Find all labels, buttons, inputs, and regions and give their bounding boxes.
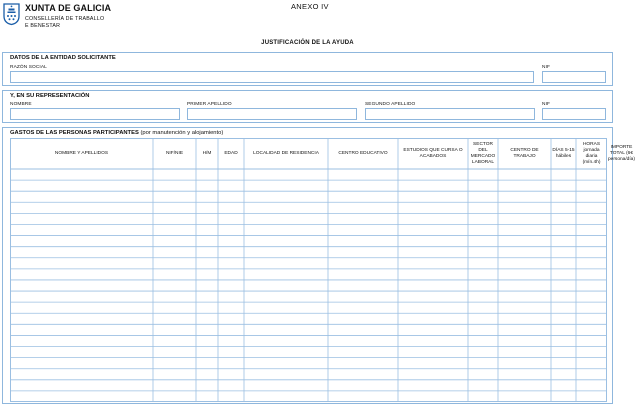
table-cell[interactable]: [469, 214, 498, 224]
table-cell[interactable]: [329, 214, 398, 224]
expenses-section-heading: [10, 130, 223, 136]
table-cell[interactable]: [469, 325, 498, 335]
table-cell[interactable]: [469, 269, 498, 279]
table-cell[interactable]: [154, 303, 196, 313]
table-cell[interactable]: [399, 303, 468, 313]
table-cell[interactable]: [329, 236, 398, 246]
table-cell[interactable]: [499, 269, 551, 279]
entity-section-heading: DATOS DE LA ENTIDAD SOLICITANTE: [10, 55, 116, 61]
table-cell[interactable]: [154, 247, 196, 257]
table-cell[interactable]: [329, 181, 398, 191]
table-cell[interactable]: [469, 292, 498, 302]
table-cell[interactable]: [552, 380, 576, 390]
table-cell[interactable]: [552, 269, 576, 279]
entity-nif-label: NIF: [542, 65, 551, 70]
table-cell[interactable]: [552, 325, 576, 335]
table-cell[interactable]: [11, 203, 153, 213]
primer-apellido-label: PRIMER APELLIDO: [187, 102, 232, 107]
table-cell[interactable]: [399, 358, 468, 368]
table-cell[interactable]: [552, 336, 576, 346]
table-cell[interactable]: [11, 347, 153, 357]
table-cell[interactable]: [11, 391, 153, 401]
table-cell[interactable]: [399, 336, 468, 346]
table-cell[interactable]: [499, 192, 551, 202]
table-column-header: HORAS jornada diaria (mín.4h): [582, 141, 601, 165]
table-cell[interactable]: [219, 369, 244, 379]
table-cell[interactable]: [499, 203, 551, 213]
table-cell[interactable]: [399, 236, 468, 246]
table-cell[interactable]: [552, 314, 576, 324]
table-cell[interactable]: [11, 292, 153, 302]
representation-section-heading: Y, EN SU REPRESENTACIÓN: [10, 93, 90, 99]
table-cell[interactable]: [577, 358, 607, 368]
table-cell[interactable]: [11, 380, 153, 390]
segundo-apellido-field[interactable]: [365, 108, 535, 120]
table-column-header: SECTOR DEL MERCADO LABORAL: [470, 141, 496, 165]
table-cell[interactable]: [245, 347, 328, 357]
table-cell[interactable]: [154, 391, 196, 401]
table-cell[interactable]: [399, 214, 468, 224]
table-cell[interactable]: [499, 369, 551, 379]
table-cell[interactable]: [245, 170, 328, 180]
table-cell[interactable]: [154, 347, 196, 357]
table-cell[interactable]: [219, 303, 244, 313]
table-cell[interactable]: [154, 181, 196, 191]
table-cell[interactable]: [552, 181, 576, 191]
table-cell[interactable]: [329, 269, 398, 279]
table-cell[interactable]: [219, 247, 244, 257]
table-cell[interactable]: [552, 391, 576, 401]
table-cell[interactable]: [219, 314, 244, 324]
table-cell[interactable]: [11, 236, 153, 246]
table-cell[interactable]: [469, 170, 498, 180]
table-cell[interactable]: [245, 181, 328, 191]
table-cell[interactable]: [11, 358, 153, 368]
table-cell[interactable]: [154, 269, 196, 279]
table-cell[interactable]: [197, 247, 218, 257]
table-cell[interactable]: [329, 358, 398, 368]
table-cell[interactable]: [577, 292, 607, 302]
table-cell[interactable]: [499, 358, 551, 368]
table-column-header: NOMBRE Y APELLIDOS: [54, 150, 109, 156]
table-cell[interactable]: [399, 258, 468, 268]
table-cell[interactable]: [219, 391, 244, 401]
table-cell[interactable]: [219, 358, 244, 368]
table-cell[interactable]: [154, 380, 196, 390]
table-cell[interactable]: [329, 247, 398, 257]
table-cell[interactable]: [197, 325, 218, 335]
table-cell[interactable]: [577, 192, 607, 202]
table-cell[interactable]: [399, 192, 468, 202]
table-cell[interactable]: [552, 292, 576, 302]
table-cell[interactable]: [399, 269, 468, 279]
document-title: JUSTIFICACIÓN DE LA AYUDA: [261, 40, 354, 46]
table-cell[interactable]: [245, 192, 328, 202]
table-cell[interactable]: [577, 391, 607, 401]
table-cell[interactable]: [11, 269, 153, 279]
table-cell[interactable]: [329, 192, 398, 202]
table-cell[interactable]: [329, 391, 398, 401]
table-cell[interactable]: [577, 258, 607, 268]
table-column-header: LOCALIDAD DE RESIDENCIA: [253, 150, 319, 156]
table-cell[interactable]: [329, 369, 398, 379]
table-cell[interactable]: [399, 391, 468, 401]
table-cell[interactable]: [197, 391, 218, 401]
table-cell[interactable]: [499, 391, 551, 401]
table-column-header: EDAD: [224, 150, 238, 156]
table-column-header: CENTRO DE TRABAJO: [510, 147, 539, 159]
table-cell[interactable]: [469, 391, 498, 401]
table-cell[interactable]: [11, 181, 153, 191]
table-cell[interactable]: [399, 280, 468, 290]
table-cell[interactable]: [245, 325, 328, 335]
table-cell[interactable]: [197, 280, 218, 290]
table-cell[interactable]: [245, 236, 328, 246]
table-cell[interactable]: [197, 236, 218, 246]
representative-nif-label: NIF: [542, 102, 551, 107]
table-cell[interactable]: [552, 203, 576, 213]
table-cell[interactable]: [11, 225, 153, 235]
table-cell[interactable]: [245, 358, 328, 368]
table-cell[interactable]: [197, 225, 218, 235]
table-cell[interactable]: [399, 247, 468, 257]
table-cell[interactable]: [577, 225, 607, 235]
table-cell[interactable]: [197, 170, 218, 180]
table-cell[interactable]: [245, 214, 328, 224]
table-column-header: IMPORTE TOTAL (6€ persona/día): [608, 144, 635, 162]
table-cell[interactable]: [499, 347, 551, 357]
table-cell[interactable]: [469, 336, 498, 346]
table-cell[interactable]: [154, 192, 196, 202]
razon-social-label: RAZÓN SOCIAL: [10, 65, 47, 70]
table-cell[interactable]: [219, 336, 244, 346]
table-cell[interactable]: [197, 214, 218, 224]
table-cell[interactable]: [329, 336, 398, 346]
table-cell[interactable]: [11, 280, 153, 290]
table-cell[interactable]: [552, 358, 576, 368]
table-cell[interactable]: [329, 225, 398, 235]
entity-section: [2, 52, 613, 86]
table-cell[interactable]: [197, 269, 218, 279]
table-cell[interactable]: [219, 225, 244, 235]
table-column-header: H/M: [202, 150, 212, 156]
table-cell[interactable]: [197, 314, 218, 324]
table-cell[interactable]: [469, 280, 498, 290]
table-cell[interactable]: [469, 203, 498, 213]
table-cell[interactable]: [245, 258, 328, 268]
table-cell[interactable]: [11, 369, 153, 379]
table-cell[interactable]: [219, 325, 244, 335]
table-cell[interactable]: [329, 314, 398, 324]
table-cell[interactable]: [499, 314, 551, 324]
table-cell[interactable]: [11, 247, 153, 257]
nombre-field[interactable]: [10, 108, 180, 120]
table-cell[interactable]: [399, 170, 468, 180]
table-cell[interactable]: [11, 170, 153, 180]
table-cell[interactable]: [399, 369, 468, 379]
table-cell[interactable]: [552, 170, 576, 180]
table-cell[interactable]: [219, 181, 244, 191]
table-cell[interactable]: [399, 347, 468, 357]
table-cell[interactable]: [399, 314, 468, 324]
table-cell[interactable]: [499, 181, 551, 191]
table-cell[interactable]: [245, 336, 328, 346]
logo-department-line2: E BENESTAR: [25, 22, 61, 29]
table-cell[interactable]: [219, 258, 244, 268]
table-cell[interactable]: [154, 358, 196, 368]
entity-nif-field[interactable]: [542, 71, 606, 83]
table-cell[interactable]: [154, 203, 196, 213]
table-cell[interactable]: [245, 314, 328, 324]
table-cell[interactable]: [577, 247, 607, 257]
table-cell[interactable]: [552, 214, 576, 224]
table-cell[interactable]: [219, 203, 244, 213]
expenses-heading-text: GASTOS DE LAS PERSONAS PARTICIPANTES: [10, 130, 139, 136]
table-cell[interactable]: [552, 236, 576, 246]
table-cell[interactable]: [469, 347, 498, 357]
table-cell[interactable]: [577, 280, 607, 290]
table-cell[interactable]: [499, 292, 551, 302]
table-cell[interactable]: [499, 247, 551, 257]
table-cell[interactable]: [154, 292, 196, 302]
table-cell[interactable]: [329, 380, 398, 390]
table-cell[interactable]: [552, 192, 576, 202]
table-cell[interactable]: [219, 170, 244, 180]
table-cell[interactable]: [577, 347, 607, 357]
table-cell[interactable]: [552, 258, 576, 268]
table-cell[interactable]: [399, 292, 468, 302]
table-cell[interactable]: [329, 280, 398, 290]
table-cell[interactable]: [154, 236, 196, 246]
table-cell[interactable]: [219, 347, 244, 357]
table-cell[interactable]: [219, 192, 244, 202]
table-cell[interactable]: [329, 258, 398, 268]
table-cell[interactable]: [469, 380, 498, 390]
table-cell[interactable]: [197, 292, 218, 302]
primer-apellido-field[interactable]: [187, 108, 357, 120]
table-cell[interactable]: [245, 391, 328, 401]
segundo-apellido-label: SEGUNDO APELLIDO: [365, 102, 416, 107]
table-cell[interactable]: [219, 269, 244, 279]
expenses-subheading-text: (por manutención y alojamiento): [140, 130, 224, 136]
table-cell[interactable]: [197, 369, 218, 379]
table-cell[interactable]: [197, 192, 218, 202]
table-cell[interactable]: [577, 336, 607, 346]
table-cell[interactable]: [399, 203, 468, 213]
table-cell[interactable]: [197, 258, 218, 268]
logo-department-line1: CONSELLERÍA DE TRABALLO: [25, 16, 105, 22]
table-cell[interactable]: [552, 247, 576, 257]
table-cell[interactable]: [197, 303, 218, 313]
xunta-logo: [3, 2, 133, 32]
table-cell[interactable]: [469, 369, 498, 379]
table-cell[interactable]: [11, 192, 153, 202]
table-cell[interactable]: [552, 369, 576, 379]
table-cell[interactable]: [577, 325, 607, 335]
table-cell[interactable]: [577, 203, 607, 213]
table-cell[interactable]: [499, 258, 551, 268]
table-cell[interactable]: [577, 214, 607, 224]
table-cell[interactable]: [154, 369, 196, 379]
table-cell[interactable]: [11, 214, 153, 224]
table-cell[interactable]: [552, 303, 576, 313]
table-cell[interactable]: [329, 325, 398, 335]
annex-label: ANEXO IV: [291, 2, 329, 11]
table-cell[interactable]: [154, 280, 196, 290]
representative-nif-field[interactable]: [542, 108, 606, 120]
table-cell[interactable]: [219, 380, 244, 390]
table-cell[interactable]: [329, 170, 398, 180]
table-cell[interactable]: [11, 314, 153, 324]
table-cell[interactable]: [11, 336, 153, 346]
table-cell[interactable]: [219, 280, 244, 290]
table-cell[interactable]: [197, 358, 218, 368]
table-cell[interactable]: [469, 247, 498, 257]
table-cell[interactable]: [499, 325, 551, 335]
table-cell[interactable]: [399, 325, 468, 335]
table-cell[interactable]: [399, 181, 468, 191]
table-cell[interactable]: [577, 181, 607, 191]
table-column-header: DÍAS 5-15 hábiles: [552, 147, 575, 159]
table-cell[interactable]: [399, 380, 468, 390]
table-cell[interactable]: [154, 170, 196, 180]
table-cell[interactable]: [469, 236, 498, 246]
table-cell[interactable]: [245, 203, 328, 213]
table-cell[interactable]: [469, 314, 498, 324]
table-cell[interactable]: [469, 358, 498, 368]
table-cell[interactable]: [577, 236, 607, 246]
table-cell[interactable]: [245, 225, 328, 235]
table-cell[interactable]: [11, 325, 153, 335]
table-cell[interactable]: [154, 336, 196, 346]
table-cell[interactable]: [399, 225, 468, 235]
table-cell[interactable]: [329, 303, 398, 313]
table-cell[interactable]: [499, 303, 551, 313]
table-cell[interactable]: [577, 303, 607, 313]
table-cell[interactable]: [154, 314, 196, 324]
table-cell[interactable]: [219, 236, 244, 246]
table-cell[interactable]: [499, 380, 551, 390]
galicia-emblem-icon: [3, 3, 20, 25]
table-cell[interactable]: [552, 280, 576, 290]
table-cell[interactable]: [154, 258, 196, 268]
razon-social-field[interactable]: [10, 71, 534, 83]
table-cell[interactable]: [154, 225, 196, 235]
table-cell[interactable]: [197, 203, 218, 213]
table-cell[interactable]: [577, 269, 607, 279]
table-cell[interactable]: [329, 203, 398, 213]
logo-main-text: XUNTA DE GALICIA: [25, 3, 112, 13]
table-cell[interactable]: [469, 258, 498, 268]
table-cell[interactable]: [219, 214, 244, 224]
table-column-header: NIF/NIE: [165, 150, 184, 156]
table-cell[interactable]: [245, 369, 328, 379]
table-cell[interactable]: [552, 225, 576, 235]
table-cell[interactable]: [329, 347, 398, 357]
table-cell[interactable]: [499, 236, 551, 246]
table-cell[interactable]: [577, 380, 607, 390]
table-cell[interactable]: [245, 292, 328, 302]
table-cell[interactable]: [11, 258, 153, 268]
table-cell[interactable]: [11, 303, 153, 313]
table-cell[interactable]: [577, 314, 607, 324]
expenses-table: [10, 138, 607, 402]
table-column-header: CENTRO EDUCATIVO: [338, 150, 388, 156]
table-cell[interactable]: [245, 303, 328, 313]
table-cell[interactable]: [499, 170, 551, 180]
table-cell[interactable]: [219, 292, 244, 302]
table-cell[interactable]: [469, 181, 498, 191]
table-cell[interactable]: [499, 280, 551, 290]
table-cell[interactable]: [499, 336, 551, 346]
table-cell[interactable]: [245, 269, 328, 279]
table-cell[interactable]: [469, 225, 498, 235]
table-cell[interactable]: [245, 380, 328, 390]
table-cell[interactable]: [197, 347, 218, 357]
table-cell[interactable]: [245, 280, 328, 290]
table-cell[interactable]: [197, 336, 218, 346]
table-cell[interactable]: [552, 347, 576, 357]
table-cell[interactable]: [329, 292, 398, 302]
table-cell[interactable]: [245, 247, 328, 257]
table-cell[interactable]: [197, 181, 218, 191]
table-cell[interactable]: [197, 380, 218, 390]
table-cell[interactable]: [499, 214, 551, 224]
table-cell[interactable]: [469, 192, 498, 202]
table-cell[interactable]: [577, 170, 607, 180]
table-column-header: ESTUDIOS QUE CURSA O ACABADOS: [403, 147, 463, 159]
table-cell[interactable]: [154, 214, 196, 224]
table-cell[interactable]: [469, 303, 498, 313]
nombre-label: NOMBRE: [10, 102, 32, 107]
representation-section: [2, 90, 613, 123]
table-cell[interactable]: [154, 325, 196, 335]
table-cell[interactable]: [577, 369, 607, 379]
table-cell[interactable]: [499, 225, 551, 235]
